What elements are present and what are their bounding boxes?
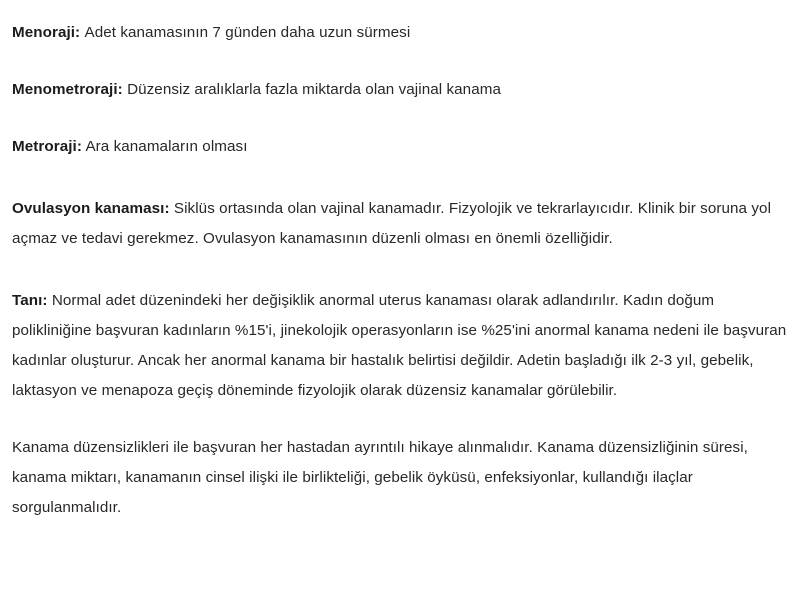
term-label-metroraji: Metroraji: bbox=[12, 138, 82, 155]
definition-metroraji bbox=[12, 132, 790, 162]
term-label-menometroraji: Menometroraji: bbox=[12, 81, 123, 98]
definition-text-metroraji: Ara kanamaların olması bbox=[85, 138, 248, 155]
definition-text-ovulasyon-kanamasi: Siklüs ortasında olan vajinal kanamadır. Fizyolojik ve tekrarlayıcıdır. Klinik bir soruna yol açmaz ve tedavi gerekmez. Ovulasyon kanamasının düzenli olması en önemli özelliğidir. bbox=[12, 200, 772, 247]
definition-text-tani: Normal adet düzenindeki her değişiklik anormal uterus kanaması olarak adlandırılır. Kadın doğum polikliniğine başvuran kadınların %15'i, jinekolojik operasyonların ise %25'ini anormal kanama nedeni ile başvuran kadınlar oluşturur. Ancak her anormal kanama bir hastalık belirtisi değildir. Adetin başladığı ilk 2-3 yıl, gebelik, laktasyon ve menapoza geçiş döneminde fizyolojik olarak düzensiz kanamalar görülebilir. bbox=[12, 292, 787, 399]
term-label-menoraji: Menoraji: bbox=[12, 24, 81, 41]
definition-text-menoraji: Adet kanamasının 7 günden daha uzun sürmesi bbox=[84, 24, 411, 41]
paragraph-text-kanama-duzensizlikleri: Kanama düzensizlikleri ile başvuran her hastadan ayrıntılı hikaye alınmalıdır. Kanama düzensizliğinin süresi, kanama miktarı, kanamanın cinsel ilişki ile birlikteliği, gebelik öyküsü, enfeksiyonlar, kullandığı ilaçlar sorgulanmalıdır. bbox=[12, 439, 748, 516]
definition-menoraji bbox=[12, 18, 790, 48]
definition-menometroraji bbox=[12, 75, 790, 105]
definition-ovulasyon-kanamasi bbox=[12, 194, 790, 254]
definition-tani bbox=[12, 286, 790, 406]
paragraph-kanama-duzensizlikleri bbox=[12, 433, 790, 523]
definition-text-menometroraji: Düzensiz aralıklarla fazla miktarda olan vajinal kanama bbox=[127, 81, 501, 98]
term-label-ovulasyon-kanamasi: Ovulasyon kanaması: bbox=[12, 200, 170, 217]
term-label-tani: Tanı: bbox=[12, 292, 48, 309]
